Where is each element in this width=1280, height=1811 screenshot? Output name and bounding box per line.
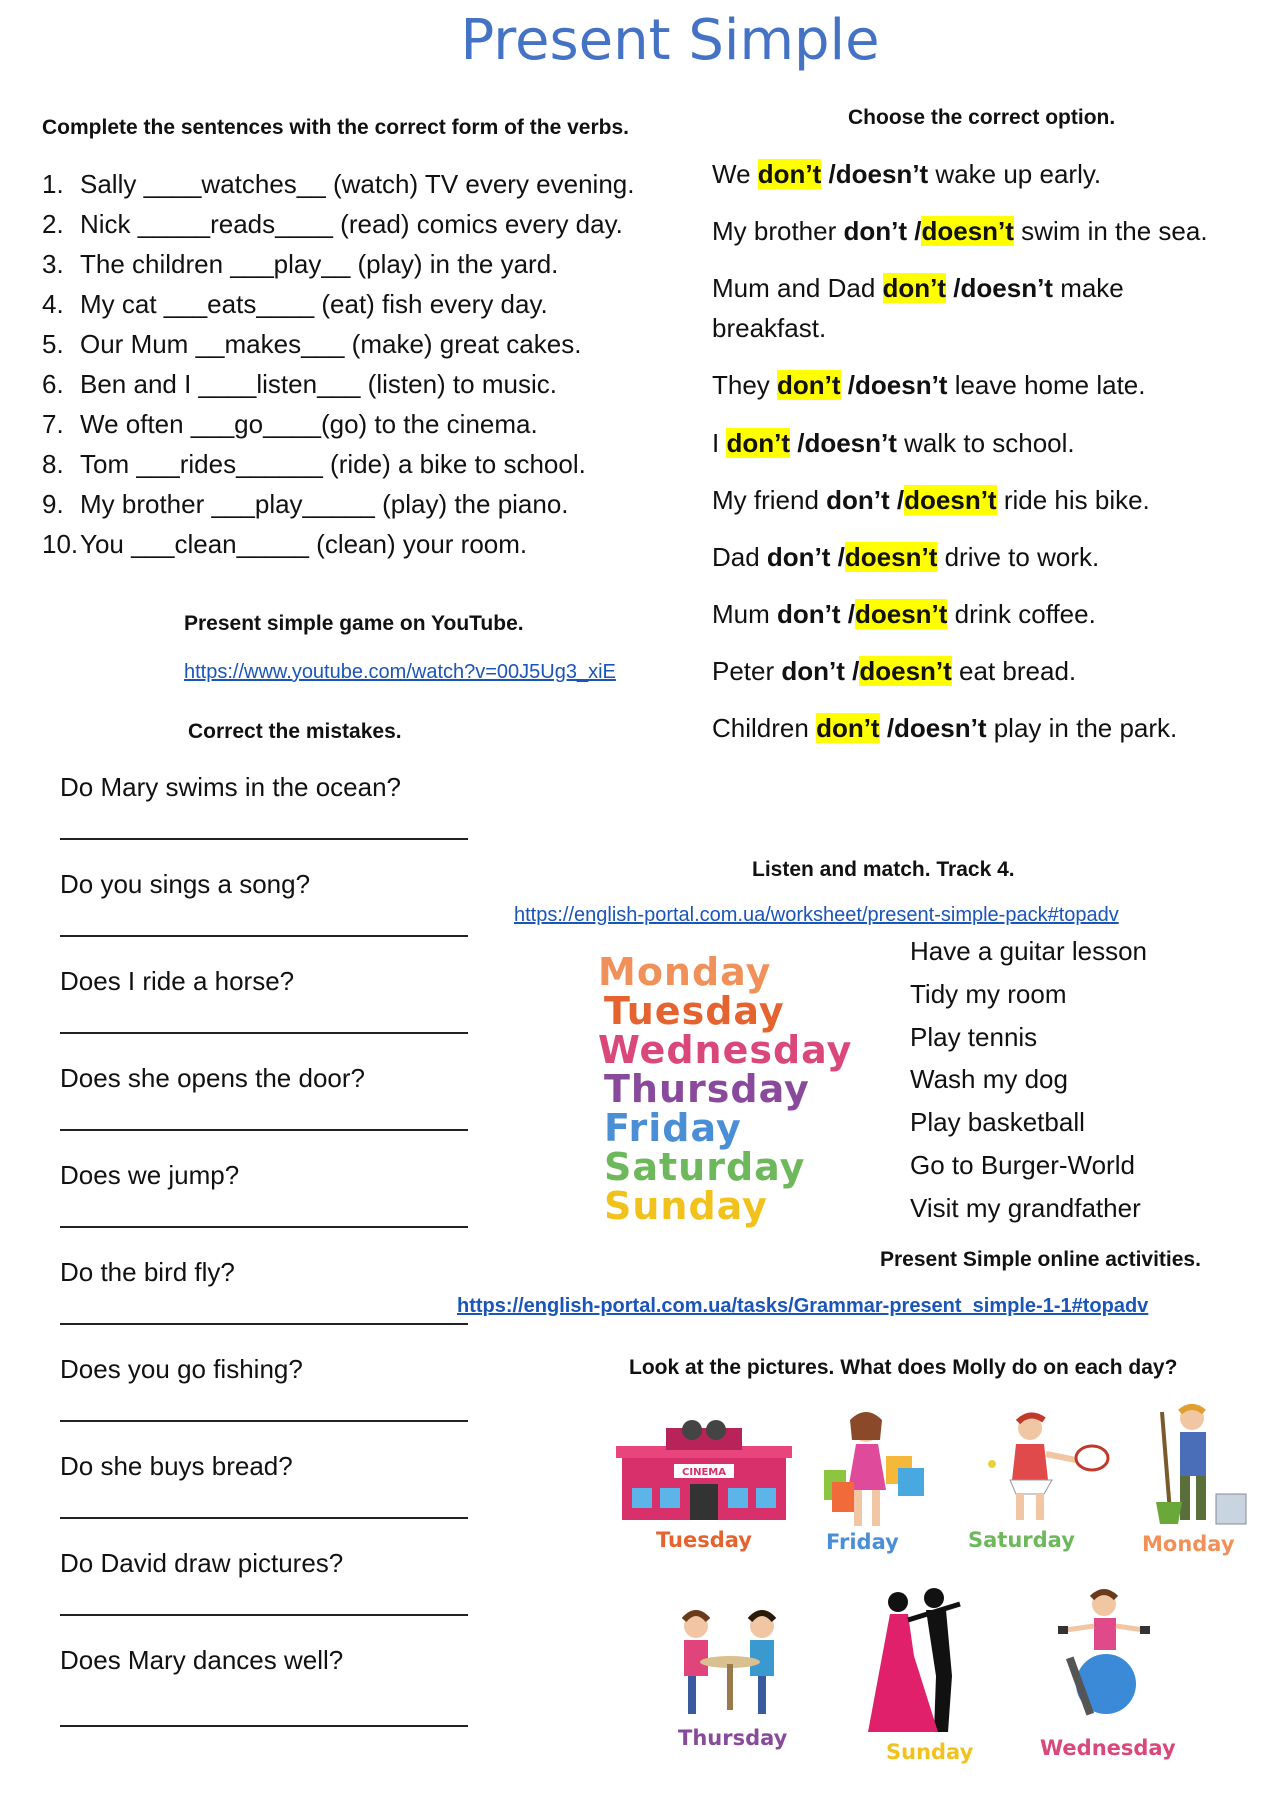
cafe-friends-picture: [670, 1600, 790, 1720]
list-item: Play tennis: [910, 1022, 1038, 1052]
choose-row: Dad don’t /doesn’t drive to work.: [712, 542, 1100, 572]
answer-line[interactable]: [60, 1614, 468, 1616]
listen-match-heading: Listen and match. Track 4.: [752, 858, 1015, 881]
day-word: Saturday: [604, 1145, 806, 1189]
listen-match-link[interactable]: https://english-portal.com.ua/worksheet/present-simple-pack#topadv: [514, 904, 1119, 926]
answer-line[interactable]: [60, 1323, 468, 1325]
answer-line[interactable]: [60, 1032, 468, 1034]
complete-sentences-list: [42, 164, 634, 564]
list-item: 1. Sally ____watches__ (watch) TV every evening.: [42, 169, 635, 199]
complete-sentences-heading: Complete the sentences with the correct form of the verbs.: [42, 116, 629, 139]
fitness-ball-picture: [1050, 1586, 1156, 1730]
day-word: Sunday: [604, 1184, 768, 1228]
choose-row: Mum and Dad don’t /doesn’t make breakfast.: [712, 273, 1124, 343]
caption-saturday: Saturday: [968, 1528, 1075, 1552]
cinema-sign-text: CINEMA: [682, 1467, 726, 1478]
online-activities-link[interactable]: https://english-portal.com.ua/tasks/Grammar-present_simple-1-1#topadv: [457, 1295, 1149, 1317]
list-item: 2. Nick _____reads____ (read) comics every day.: [42, 209, 623, 239]
list-item: Wash my dog: [910, 1064, 1068, 1094]
caption-thursday: Thursday: [678, 1726, 788, 1750]
caption-sunday: Sunday: [886, 1740, 974, 1764]
list-item: Do the bird fly?: [60, 1257, 235, 1287]
caption-friday: Friday: [826, 1530, 899, 1554]
youtube-link[interactable]: https://www.youtube.com/watch?v=00J5Ug3_xiE: [184, 661, 616, 683]
list-item: Play basketball: [910, 1107, 1085, 1137]
list-item: Visit my grandfather: [910, 1193, 1141, 1223]
list-item: Have a guitar lesson: [910, 936, 1148, 966]
page-title: Present Simple: [460, 8, 880, 73]
shopping-girl-picture: [820, 1410, 932, 1530]
list-item: 9. My brother ___play_____ (play) the piano.: [42, 489, 569, 519]
list-item: 6. Ben and I ____listen___ (listen) to music.: [42, 369, 557, 399]
correct-mistakes-heading: Correct the mistakes.: [188, 720, 402, 743]
caption-tuesday: Tuesday: [656, 1528, 752, 1552]
dancing-couple-picture: [864, 1586, 972, 1736]
answer-line[interactable]: [60, 1725, 468, 1727]
list-item: 4. My cat ___eats____ (eat) fish every day.: [42, 289, 548, 319]
choose-row: Children don’t /doesn’t play in the park.: [712, 713, 1178, 743]
list-item: Do Mary swims in the ocean?: [60, 772, 402, 802]
day-word: Tuesday: [604, 989, 785, 1033]
choose-row: My brother don’t /doesn’t swim in the sea.: [712, 216, 1208, 246]
answer-line[interactable]: [60, 838, 468, 840]
list-item: 3. The children ___play__ (play) in the yard.: [42, 249, 559, 279]
list-item: 8. Tom ___rides______ (ride) a bike to school.: [42, 449, 586, 479]
day-word: Thursday: [604, 1067, 810, 1111]
list-item: Tidy my room: [910, 979, 1067, 1009]
choose-row: My friend don’t /doesn’t ride his bike.: [712, 485, 1150, 515]
tennis-player-picture: [986, 1410, 1114, 1526]
answer-line[interactable]: [60, 1226, 468, 1228]
day-word: Friday: [604, 1106, 742, 1150]
cinema-picture: [616, 1418, 792, 1522]
list-item: Do you sings a song?: [60, 869, 311, 899]
online-activities-heading: Present Simple online activities.: [880, 1248, 1201, 1271]
answer-line[interactable]: [60, 935, 468, 937]
list-item: Does she opens the door?: [60, 1063, 365, 1093]
list-item: Does I ride a horse?: [60, 966, 295, 996]
choose-row: I don’t /doesn’t walk to school.: [712, 428, 1075, 458]
answer-line[interactable]: [60, 1517, 468, 1519]
list-item: Do David draw pictures?: [60, 1548, 344, 1578]
cleaning-man-picture: [1138, 1402, 1254, 1528]
molly-heading: Look at the pictures. What does Molly do on each day?: [629, 1356, 1178, 1379]
choose-row: Peter don’t /doesn’t eat bread.: [712, 656, 1077, 686]
choose-option-heading: Choose the correct option.: [848, 106, 1116, 129]
day-word: Wednesday: [598, 1028, 853, 1072]
list-item: 7. We often ___go____(go) to the cinema.: [42, 409, 538, 439]
list-item: Do she buys bread?: [60, 1451, 293, 1481]
caption-monday: Monday: [1142, 1532, 1235, 1556]
day-word: Monday: [598, 950, 772, 994]
choose-row: We don’t /doesn’t wake up early.: [712, 159, 1102, 189]
answer-line[interactable]: [60, 1129, 468, 1131]
answer-line[interactable]: [60, 1420, 468, 1422]
list-item: Does Mary dances well?: [60, 1645, 344, 1675]
list-item: Does you go fishing?: [60, 1354, 303, 1384]
list-item: Does we jump?: [60, 1160, 240, 1190]
caption-wednesday: Wednesday: [1040, 1736, 1176, 1760]
list-item: 5. Our Mum __makes___ (make) great cakes.: [42, 329, 582, 359]
choose-row: Mum don’t /doesn’t drink coffee.: [712, 599, 1096, 629]
list-item: 10.You ___clean_____ (clean) your room.: [42, 529, 528, 559]
list-item: Go to Burger-World: [910, 1150, 1135, 1180]
youtube-heading: Present simple game on YouTube.: [184, 612, 524, 635]
choose-row: They don’t /doesn’t leave home late.: [712, 370, 1146, 400]
